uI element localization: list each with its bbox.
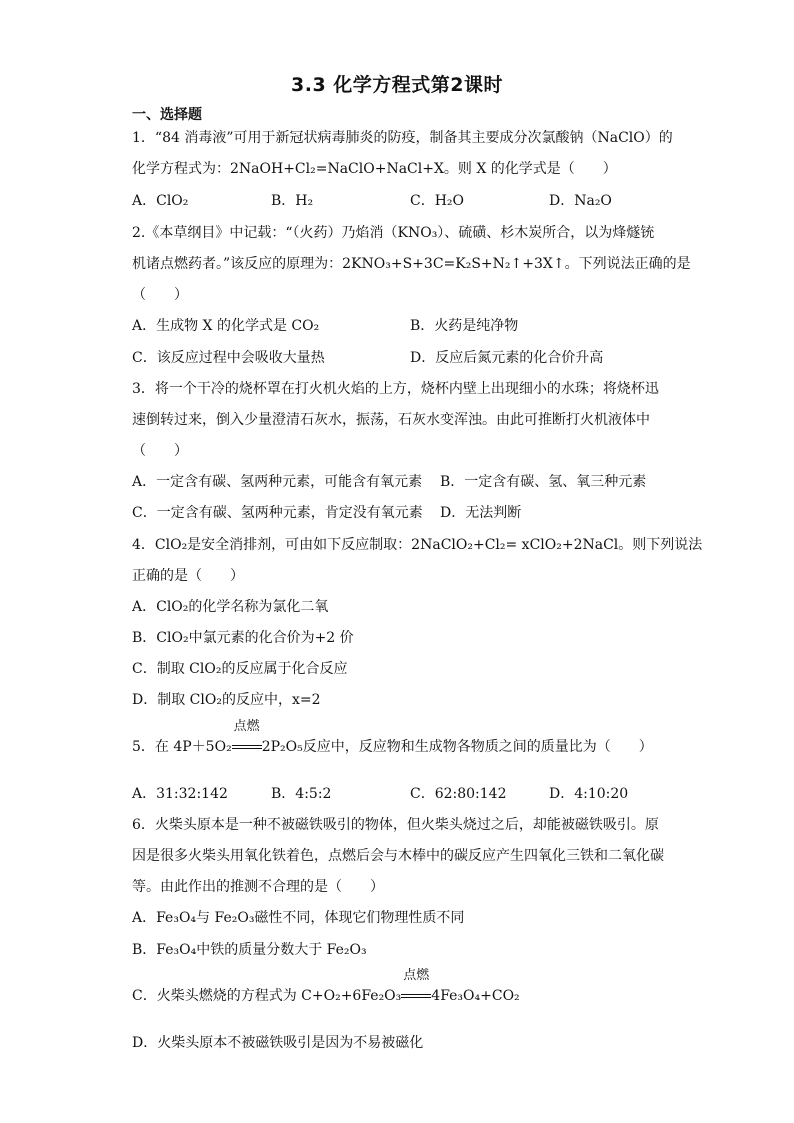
q5-option-d[interactable]: D．4:10:20 (549, 786, 629, 802)
q2-option-b[interactable]: B．火药是纯净物 (410, 318, 519, 334)
q3-option-c[interactable]: C．一定含有碳、氢两种元素，肯定没有氧元素 (132, 505, 423, 521)
q3-option-a[interactable]: A．一定含有碳、氢两种元素，可能含有氧元素 (132, 474, 423, 490)
q3-stem-line-1: 3．将一个干冷的烧杯罩在打火机火焰的上方，烧杯内壁上出现细小的水珠；将烧杯迅 (132, 381, 659, 397)
q6-option-b[interactable]: B．Fe₃O₄中铁的质量分数大于 Fe₂O₃ (132, 942, 367, 958)
q4-option-d[interactable]: D．制取 ClO₂的反应中，x=2 (132, 692, 321, 708)
q3-stem-line-2: 速倒转过来，倒入少量澄清石灰水，振荡，石灰水变浑浊。由此可推断打火机液体中 (132, 412, 650, 428)
q5-reaction-arrow (232, 719, 262, 757)
q5-stem-post: 2P₂O₅反应中，反应物和生成物各物质之间的质量比为（ ） (261, 739, 653, 755)
q6-option-c-pre: C．火柴头燃烧的方程式为 C+O₂+6Fe₂O₃ (132, 988, 402, 1004)
q3-stem-line-3: （ ） (132, 443, 188, 459)
q6-stem-line-1: 6．火柴头原本是一种不被磁铁吸引的物体，但火柴头烧过之后，却能被磁铁吸引。原 (132, 817, 659, 833)
q2-stem-line-3: （ ） (132, 287, 188, 303)
page-title: 3.3 化学方程式第2课时 (291, 74, 503, 96)
q6-option-c-post: 4Fe₃O₄+CO₂ (431, 988, 520, 1004)
q2-stem-line-1: 2.《本草纲目》中记载：“（火药）乃焰消（KNO₃）、硫磺、杉木炭所合，以为烽燧铳 (132, 225, 655, 241)
q4-option-a[interactable]: A．ClO₂的化学名称为氯化二氧 (132, 599, 329, 615)
q6-equals-bar (401, 994, 431, 998)
q1-option-d[interactable]: D．Na₂O (549, 193, 612, 209)
q6-option-a[interactable]: A．Fe₃O₄与 Fe₂O₃磁性不同，体现它们物理性质不同 (132, 910, 465, 926)
q1-option-a[interactable]: A．ClO₂ (132, 193, 189, 209)
q6-reaction-arrow (401, 968, 431, 1006)
q1-option-b[interactable]: B．H₂ (271, 193, 314, 209)
q1-option-c[interactable]: C．H₂O (410, 193, 465, 209)
q2-option-a[interactable]: A．生成物 X 的化学式是 CO₂ (132, 318, 320, 334)
q1-stem-line-1: 1．“84 消毒液”可用于新冠状病毒肺炎的防疫，制备其主要成分次氯酸钠（NaClO）的 (132, 130, 673, 146)
q6-stem-line-2: 因是很多火柴头用氧化铁着色，点燃后会与木棒中的碳反应产生四氧化三铁和二氧化碳 (132, 848, 664, 864)
q2-option-c[interactable]: C．该反应过程中会吸收大量热 (132, 350, 325, 366)
q6-option-c[interactable] (132, 968, 520, 1006)
q4-option-c[interactable]: C．制取 ClO₂的反应属于化合反应 (132, 661, 348, 677)
q4-stem-line-1: 4．ClO₂是安全消排剂，可由如下反应制取：2NaClO₂+Cl₂= xClO₂+2NaCl。则下列说法 (132, 537, 703, 553)
q6-stem-line-3: 等。由此作出的推测不合理的是（ ） (132, 879, 384, 895)
section-heading: 一、选择题 (132, 107, 202, 123)
q5-option-c[interactable]: C．62:80:142 (410, 786, 507, 802)
q5-option-b[interactable]: B．4:5:2 (271, 786, 332, 802)
q5-option-a[interactable]: A．31:32:142 (132, 786, 228, 802)
q6-option-d[interactable]: D．火柴头原本不被磁铁吸引是因为不易被磁化 (132, 1035, 424, 1051)
q3-option-b[interactable]: B．一定含有碳、氢、氧三种元素 (440, 474, 647, 490)
q3-option-d[interactable]: D．无法判断 (440, 505, 522, 521)
q2-stem-line-2: 机诸点燃药者。”该反应的原理为：2KNO₃+S+3C=K₂S+N₂↑+3X↑。下列说法正确的是 (132, 256, 691, 272)
q6-condition-label: 点燃 (403, 968, 430, 983)
q5-stem (132, 719, 653, 757)
q5-stem-pre: 5．在 4P＋5O₂ (132, 739, 232, 755)
q5-condition-label: 点燃 (233, 719, 260, 734)
q5-equals-bar (232, 745, 262, 749)
q4-stem-line-2: 正确的是（ ） (132, 568, 244, 584)
q1-stem-line-2: 化学方程式为：2NaOH+Cl₂=NaClO+NaCl+X。则 X 的化学式是（ ） (132, 161, 617, 177)
q4-option-b[interactable]: B．ClO₂中氯元素的化合价为+2 价 (132, 630, 354, 646)
q2-option-d[interactable]: D．反应后氮元素的化合价升高 (410, 350, 604, 366)
